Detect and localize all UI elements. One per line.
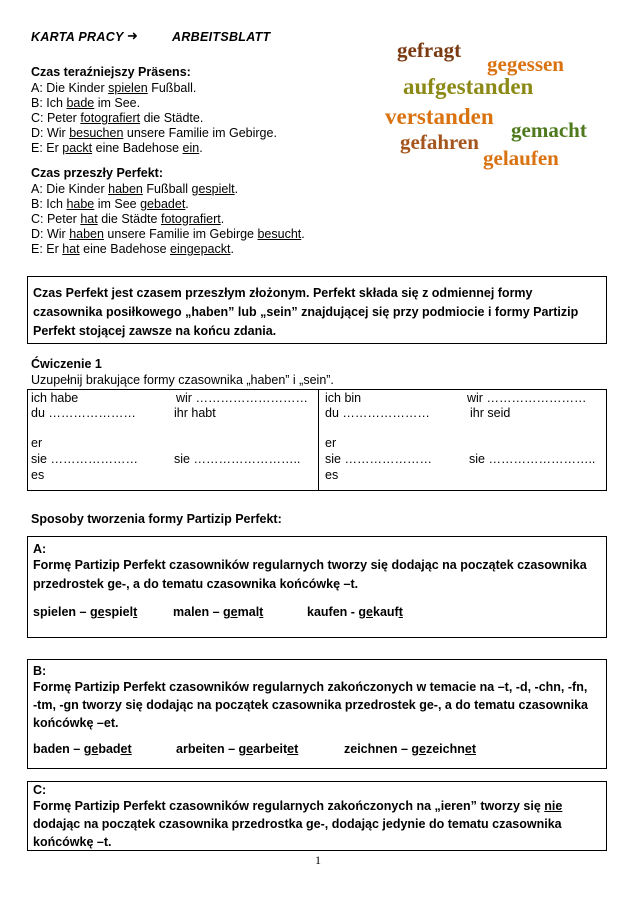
- rule-b-line-2: -tm, -gn tworzy się dodając na początek czasownika przedrostek ge-, a do tematu czasownika: [33, 698, 589, 712]
- present-line-a: A: Die Kinder spielen Fußball.: [31, 81, 197, 95]
- rule-c-label: C:: [33, 783, 47, 797]
- present-line-b: B: Ich bade im See.: [31, 96, 141, 110]
- rule-b-line-1: Formę Partizip Perfekt czasowników regularnych zakończonych w temacie na –t, -d, -chn, -fn,: [33, 680, 588, 694]
- definition-line-2: czasownika posiłkowego „haben” lub „sein” znajdującej się przy podmiocie i formy Partizip: [33, 305, 579, 319]
- sein-du-blank[interactable]: du …………………: [325, 406, 430, 420]
- rule-c-line-3: końcówkę –t.: [33, 835, 112, 849]
- rule-a-example-2: malen – gemalt: [173, 605, 264, 619]
- rule-a-example-1: spielen – gespielt: [33, 605, 138, 619]
- cloud-word-aufgestanden: aufgestanden: [403, 74, 534, 99]
- present-heading: Czas teraźniejszy Präsens:: [31, 65, 191, 79]
- cloud-word-gemacht: gemacht: [511, 118, 587, 142]
- rule-box-a: [27, 536, 607, 638]
- sein-ihr: ihr seid: [470, 406, 511, 420]
- partizip-heading: Sposoby tworzenia formy Partizip Perfekt:: [31, 512, 282, 526]
- perfect-line-c: C: Peter hat die Städte fotografiert.: [31, 212, 225, 226]
- sein-er: er: [325, 436, 337, 450]
- rule-c-line-2: dodając na początek czasownika przedrostka ge-, dodając jedynie do tematu czasownika: [33, 817, 562, 831]
- arrow-right-icon: ➜: [127, 28, 138, 43]
- cloud-word-verstanden: verstanden: [385, 104, 494, 129]
- header-title-left: KARTA PRACY: [31, 30, 124, 44]
- rule-b-example-2: arbeiten – gearbeitet: [176, 742, 299, 756]
- rule-a-label: A:: [33, 542, 47, 556]
- cloud-word-gefragt: gefragt: [397, 38, 462, 62]
- perfect-heading: Czas przeszły Perfekt:: [31, 166, 164, 180]
- perfect-line-a: A: Die Kinder haben Fußball gespielt.: [31, 182, 239, 196]
- haben-er: er: [31, 436, 43, 450]
- conjugation-table: [27, 389, 607, 491]
- rule-a-example-3: kaufen - gekauft: [307, 605, 403, 619]
- rule-c-line-1: Formę Partizip Perfekt czasowników regularnych zakończonych na „ieren” tworzy się nie: [33, 799, 563, 813]
- sein-es: es: [325, 468, 339, 482]
- definition-box: [27, 276, 607, 344]
- rule-a-line-2: przedrostek ge-, a do tematu czasownika końcówkę –t.: [33, 577, 359, 591]
- rule-box-b: [27, 659, 607, 769]
- sein-ich: ich bin: [325, 391, 362, 405]
- haben-es: es: [31, 468, 45, 482]
- perfect-line-d: D: Wir haben unsere Familie im Gebirge besucht.: [31, 227, 305, 241]
- rule-box-c: [27, 781, 607, 851]
- page-number: 1: [315, 853, 321, 867]
- perfect-line-b: B: Ich habe im See gebadet.: [31, 197, 189, 211]
- cloud-word-gelaufen: gelaufen: [483, 146, 559, 170]
- haben-sie-blank[interactable]: sie …………………: [31, 452, 138, 466]
- present-line-e: E: Er packt eine Badehose ein.: [31, 141, 203, 155]
- definition-line-3: Perfekt stojącej zawsze na końcu zdania.: [33, 324, 277, 338]
- rule-b-line-3: końcówkę –et.: [33, 716, 119, 730]
- rule-b-example-1: baden – gebadet: [33, 742, 132, 756]
- haben-ich: ich habe: [31, 391, 79, 405]
- sein-sie-blank[interactable]: sie …………………: [325, 452, 432, 466]
- rule-b-example-3: zeichnen – gezeichnet: [344, 742, 477, 756]
- rule-a-line-1: Formę Partizip Perfekt czasowników regularnych tworzy się dodając na początek czasownika: [33, 558, 587, 572]
- exercise-title: Ćwiczenie 1: [31, 357, 102, 371]
- sein-wir-blank[interactable]: wir ……………………: [467, 391, 587, 405]
- present-line-d: D: Wir besuchen unsere Familie im Gebirge.: [31, 126, 277, 140]
- sein-sie-plural-blank[interactable]: sie ……………………..: [469, 452, 596, 466]
- rule-b-label: B:: [33, 664, 47, 678]
- exercise-instruction: Uzupełnij brakujące formy czasownika „haben” i „sein”.: [31, 373, 334, 387]
- haben-ihr: ihr habt: [174, 406, 216, 420]
- haben-du-blank[interactable]: du …………………: [31, 406, 136, 420]
- cloud-word-gefahren: gefahren: [400, 130, 479, 154]
- perfect-line-e: E: Er hat eine Badehose eingepackt.: [31, 242, 234, 256]
- haben-wir-blank[interactable]: wir ………………………: [176, 391, 308, 405]
- present-line-c: C: Peter fotografiert die Städte.: [31, 111, 204, 125]
- cloud-word-gegessen: gegessen: [487, 52, 564, 76]
- haben-sie-plural-blank[interactable]: sie ……………………..: [174, 452, 301, 466]
- header-title-right: ARBEITSBLATT: [172, 30, 271, 44]
- definition-line-1: Czas Perfekt jest czasem przeszłym złożonym. Perfekt składa się z odmiennej formy: [33, 286, 533, 300]
